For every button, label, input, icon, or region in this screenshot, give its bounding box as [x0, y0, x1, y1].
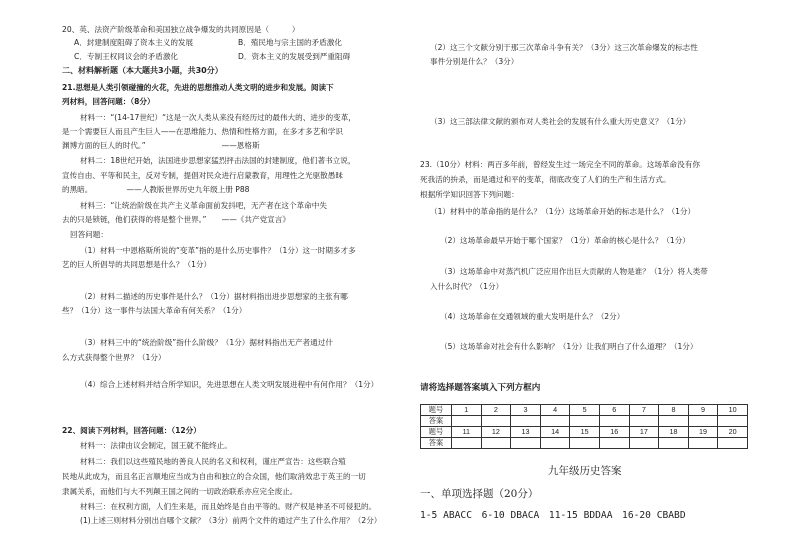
- grid-number-cell: 1: [452, 405, 482, 416]
- q22-material2-line2: 民地从此成为，而且名正言顺地应当成为自由和独立的合众国，他们取消效忠于英王的一切: [62, 472, 366, 481]
- q22-material2-line1: 材料二：我们以这些殖民地的善良人民的名义和权利，谨庄严宣告：这些联合殖: [80, 457, 346, 466]
- grid-answer-cell[interactable]: [688, 416, 718, 427]
- q22-sub2-line2: 事件分别是什么？（3分）: [430, 57, 519, 66]
- grid-answer-cell[interactable]: [540, 438, 570, 449]
- q20-option-c: C．专制王权同议会的矛盾激化: [74, 52, 179, 61]
- q23-sub3-line2: 入什么时代？（1分）: [430, 282, 504, 291]
- q21-sub1-line1: （1）材料一中恩格斯所说的“变革”指的是什么历史事件？（1分）这一时期多才多: [80, 246, 356, 255]
- grid-number-cell: 8: [659, 405, 689, 416]
- q21-sub4: （4）综合上述材料并结合所学知识，先进思想在人类文明发展进程中有何作用？（1分）: [80, 380, 379, 389]
- grid-number-cell: 15: [570, 427, 600, 438]
- q22-material1: 材料一：法律由议会制定，国王就不能终止。: [80, 441, 232, 450]
- grid-number-cell: 18: [659, 427, 689, 438]
- q21-sub1-line2: 艺的巨人所倡导的共同思想是什么？（1分）: [62, 260, 212, 269]
- grid-row-answers-2: [421, 438, 748, 449]
- answer-grid: [420, 404, 748, 449]
- grid-answer-cell[interactable]: [511, 416, 541, 427]
- grid-row-numbers-1: [421, 405, 748, 416]
- q23-stem-line2: 死我活的拚杀，而是通过和平的变革，彻底改变了人们的生产和生活方式。: [420, 175, 671, 184]
- q21-stem-line1: 21.思想是人类引领碰撞的火花，先进的思想推动人类文明的进步和发展。阅读下: [62, 83, 334, 92]
- grid-number-cell: 9: [688, 405, 718, 416]
- section-2-heading: 二、材料解析题（本大题共3小题，共30分）: [62, 66, 223, 75]
- grid-answer-cell[interactable]: [570, 438, 600, 449]
- q21-sub3-line2: 么方式获得整个世界？（1分）: [62, 353, 166, 362]
- grid-number-cell: 12: [481, 427, 511, 438]
- q20-stem: 20、英、法资产阶级革命和美国独立战争爆发的共同原因是（ ）: [62, 25, 300, 34]
- q22-sub2-line1: （2）这三个文献分别于那三次革命斗争有关？（3分）这三次革命爆发的标志性: [430, 43, 698, 52]
- q20-option-a: A．封建制度阻碍了资本主义的发展: [74, 38, 194, 47]
- grid-answer-cell[interactable]: [511, 438, 541, 449]
- q21-sub2-line1: （2）材料二描述的历史事件是什么？（1分）据材料指出进步思想家的主张有哪: [80, 292, 348, 301]
- grid-answer-cell[interactable]: [570, 416, 600, 427]
- q21-material1-line1: 材料一：“(14-17世纪）“这是一次人类从来没有经历过的最伟大的、进步的变革，: [80, 113, 356, 122]
- q22-sub3: （3）这三部法律文献的颁布对人类社会的发展有什么重大历史意义？（1分）: [430, 117, 691, 126]
- answer-section-heading: 一、单项选择题（20分）: [420, 488, 539, 500]
- grid-answer-cell[interactable]: [599, 438, 629, 449]
- grid-answer-cell[interactable]: [718, 416, 748, 427]
- q23-sub2: （2）这场革命最早开始于哪个国家？（1分）革命的核心是什么？（1分）: [440, 236, 690, 245]
- grid-answer-cell[interactable]: [452, 438, 482, 449]
- q23-sub4: （4）这场革命在交通领域的重大发明是什么？（2分）: [440, 312, 625, 321]
- grid-answer-cell[interactable]: [452, 416, 482, 427]
- grid-answer-cell[interactable]: [659, 438, 689, 449]
- q22-stem: 22、阅读下列材料，回答问题：（12分）: [62, 426, 201, 435]
- q21-stem-line2: 列材料，回答问题：（8分）: [62, 97, 155, 106]
- grid-row-label: 答案: [421, 438, 452, 449]
- fill-instruction: 请将选择题答案填入下列方框内: [420, 383, 541, 393]
- answer-key: 1-5 ABACC 6-10 DBACA 11-15 BDDAA 16-20 CBABD: [420, 510, 686, 521]
- grid-number-cell: 19: [688, 427, 718, 438]
- answer-title: 九年级历史答案: [548, 465, 622, 477]
- grid-number-cell: 4: [540, 405, 570, 416]
- grid-row-numbers-2: [421, 427, 748, 438]
- grid-row-label: 题号: [421, 427, 452, 438]
- q21-material2-line2: 宣传自由、平等和民主，反对专制，提倡对民众进行启蒙教育，用理性之光驱散愚昧: [62, 171, 343, 180]
- grid-row-label: 题号: [421, 405, 452, 416]
- grid-number-cell: 11: [452, 427, 482, 438]
- q22-material3: 材料三：在权利方面，人们生来是，而且始终是自由平等的。财产权是神圣不可侵犯的。: [80, 502, 377, 511]
- q21-material1-line2: 是一个需要巨人而且产生巨人——在思维能力、热情和性格方面，在多才多艺和学识: [62, 127, 343, 136]
- grid-row-answers-1: [421, 416, 748, 427]
- q21-material3-line1: 材料三：“让统治阶级在共产主义革命面前发抖吧，无产者在这个革命中失: [80, 201, 327, 210]
- q21-sub2-line2: 些？（1分）这一事件与法国大革命有何关系？（1分）: [62, 306, 247, 315]
- q21-sub3-line1: （3）材料三中的“统治阶级”指什么阶级？（1分）据材料指出无产者通过什: [80, 338, 333, 347]
- grid-number-cell: 13: [511, 427, 541, 438]
- grid-number-cell: 14: [540, 427, 570, 438]
- q21-material2-line3: 的黑暗。 ——人教版世界历史九年级上册 P88: [62, 185, 250, 194]
- q23-stem-line3: 根据所学知识回答下列问题：: [420, 190, 519, 199]
- grid-answer-cell[interactable]: [629, 438, 659, 449]
- q22-material2-line3: 隶属关系，而他们与大不列颠王国之间的一切政治联系亦应完全废止。: [62, 487, 298, 496]
- q20-option-b: B．殖民地与宗主国的矛盾激化: [238, 38, 342, 47]
- grid-number-cell: 6: [599, 405, 629, 416]
- q21-material3-line2: 去的只是锁链，他们获得的将是整个世界。” ——《共产党宣言》: [62, 215, 290, 224]
- grid-number-cell: 20: [718, 427, 748, 438]
- grid-answer-cell[interactable]: [688, 438, 718, 449]
- q22-sub1: (1)上述三则材料分别出自哪个文献？（3分）前两个文件的通过产生了什么作用？（2分）: [80, 516, 382, 525]
- grid-number-cell: 2: [481, 405, 511, 416]
- grid-answer-cell[interactable]: [599, 416, 629, 427]
- q23-sub1: （1）材料中的革命指的是什么？（1分）这场革命开始的标志是什么？（1分）: [430, 207, 696, 216]
- grid-answer-cell[interactable]: [540, 416, 570, 427]
- grid-answer-cell[interactable]: [659, 416, 689, 427]
- grid-row-label: 答案: [421, 416, 452, 427]
- q21-material2-line1: 材料二：18世纪开始，法国进步思想家猛烈抨击法国的封建制度，他们著书立说，: [80, 156, 356, 165]
- q21-material1-line3: 渊博方面的巨人的时代。” ——恩格斯: [62, 141, 260, 150]
- q20-option-d: D．资本主义的发展受到严重阻碍: [238, 52, 351, 61]
- q21-answer-prompt: 回答问题：: [70, 230, 108, 239]
- grid-answer-cell[interactable]: [481, 416, 511, 427]
- grid-answer-cell[interactable]: [481, 438, 511, 449]
- grid-answer-cell[interactable]: [718, 438, 748, 449]
- q23-sub3-line1: （3）这场革命中对蒸汽机广泛应用作出巨大贡献的人物是谁？（1分）将人类带: [440, 267, 708, 276]
- grid-answer-cell[interactable]: [629, 416, 659, 427]
- grid-number-cell: 16: [599, 427, 629, 438]
- grid-number-cell: 5: [570, 405, 600, 416]
- grid-number-cell: 10: [718, 405, 748, 416]
- grid-number-cell: 7: [629, 405, 659, 416]
- q23-stem-line1: 23.（10分）材料：两百多年前，曾经发生过一场完全不同的革命。这场革命没有你: [420, 160, 700, 169]
- grid-number-cell: 3: [511, 405, 541, 416]
- q23-sub5: （5）这场革命对社会有什么影响？（1分）让我们明白了什么道理？（1分）: [440, 342, 698, 351]
- grid-number-cell: 17: [629, 427, 659, 438]
